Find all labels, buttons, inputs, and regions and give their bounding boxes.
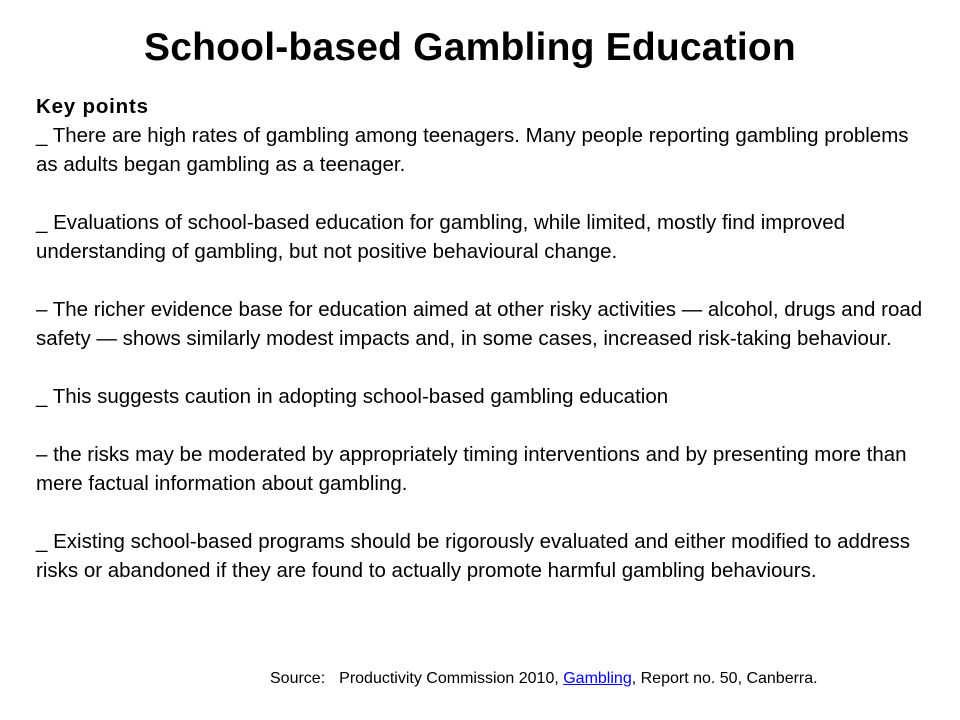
key-point-1: _ There are high rates of gambling among teenagers. Many people reporting gambling problems as adults began gambling as a teenager. <box>36 124 909 176</box>
paragraph-spacer <box>36 411 926 440</box>
key-points-heading: Key points <box>36 95 149 118</box>
key-point-6: _ Existing school-based programs should be rigorously evaluated and either modified to address risks or abandoned if they are found to actually promote harmful gambling behaviours. <box>36 530 911 582</box>
source-citation <box>270 668 818 690</box>
paragraph-spacer <box>36 498 926 527</box>
key-point-2: _ Evaluations of school-based education for gambling, while limited, mostly find improved understanding of gambling, but not positive behavioural change. <box>36 211 846 263</box>
key-points-body <box>36 92 926 585</box>
key-point-4: _ This suggests caution in adopting school-based gambling education <box>36 385 669 408</box>
source-suffix: , Report no. 50, Canberra. <box>631 670 818 687</box>
slide-title: School-based Gambling Education <box>144 26 796 69</box>
key-point-3: – The richer evidence base for education aimed at other risky activities — alcohol, drugs and road safety — shows similarly modest impacts and, in some cases, increased risk-taking behaviour. <box>36 298 923 350</box>
paragraph-spacer <box>36 179 926 208</box>
source-prefix: Productivity Commission 2010, <box>339 670 564 687</box>
source-label: Source: <box>270 670 326 687</box>
gambling-report-link[interactable]: Gambling <box>563 670 632 687</box>
key-point-5: – the risks may be moderated by appropriately timing interventions and by presenting more than mere factual information about gambling. <box>36 443 907 495</box>
paragraph-spacer <box>36 266 926 295</box>
paragraph-spacer <box>36 353 926 382</box>
